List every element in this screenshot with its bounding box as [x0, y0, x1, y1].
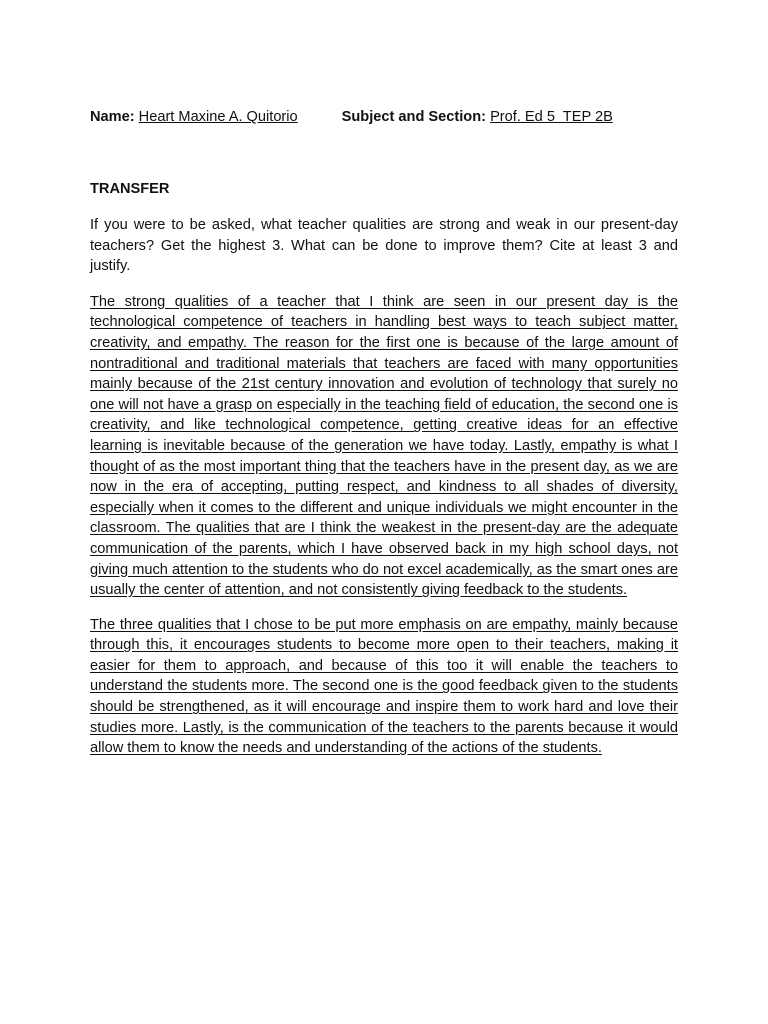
question-prompt: If you were to be asked, what teacher qualities are strong and weak in our present-day teachers? Get the highest 3. What can be done to improve them? Cite at least 3 and justify.	[90, 217, 678, 275]
section-title: TRANSFER	[90, 181, 170, 197]
answer-paragraph-1: The strong qualities of a teacher that I think are seen in our present day is the technological competence of teachers in handling best ways to teach subject matter, creativity, and empathy. The reason for the first one is because of the large amount of nontraditional and traditional materials that teachers are faced with many opportunities mainly because of the 21st century innovation and evolution of technology that surely no one will not have a grasp on especially in the teaching field of education, the second one is creativity, and like technological competence, getting creative ideas for an effective learning is inevitable because of the generation we have today. Lastly, empathy is what I thought of as the most important thing that the teachers have in the present day, as we are now in the era of accepting, putting respect, and kindness to all shades of diversity, especially when it comes to the different and unique individuals we might encounter in the classroom. The qualities that are I think the weakest in the present-day are the adequate communication of the parents, which I have observed back in my high school days, not giving much attention to the students who do not excel academically, as the smart ones are usually the center of attention, and not consistently giving feedback to the students.	[90, 293, 678, 599]
name-label: Name:	[90, 109, 135, 125]
document-page	[90, 107, 678, 759]
subject-value: Prof. Ed 5 TEP 2B	[490, 109, 613, 125]
subject-label: Subject and Section:	[341, 109, 486, 125]
answer-paragraph-2: The three qualities that I chose to be put more emphasis on are empathy, mainly because through this, it encourages students to become more open to their teachers, making it easier for them to approach, and because of this too it will enable the teachers to understand the students more. The second one is the good feedback given to the students should be strengthened, as it will encourage and inspire them to work hard and love their studies more. Lastly, is the communication of the teachers to the parents because it would allow them to know the needs and understanding of the actions of the students.	[90, 616, 678, 757]
name-value: Heart Maxine A. Quitorio	[138, 109, 298, 125]
header-line	[90, 107, 678, 127]
